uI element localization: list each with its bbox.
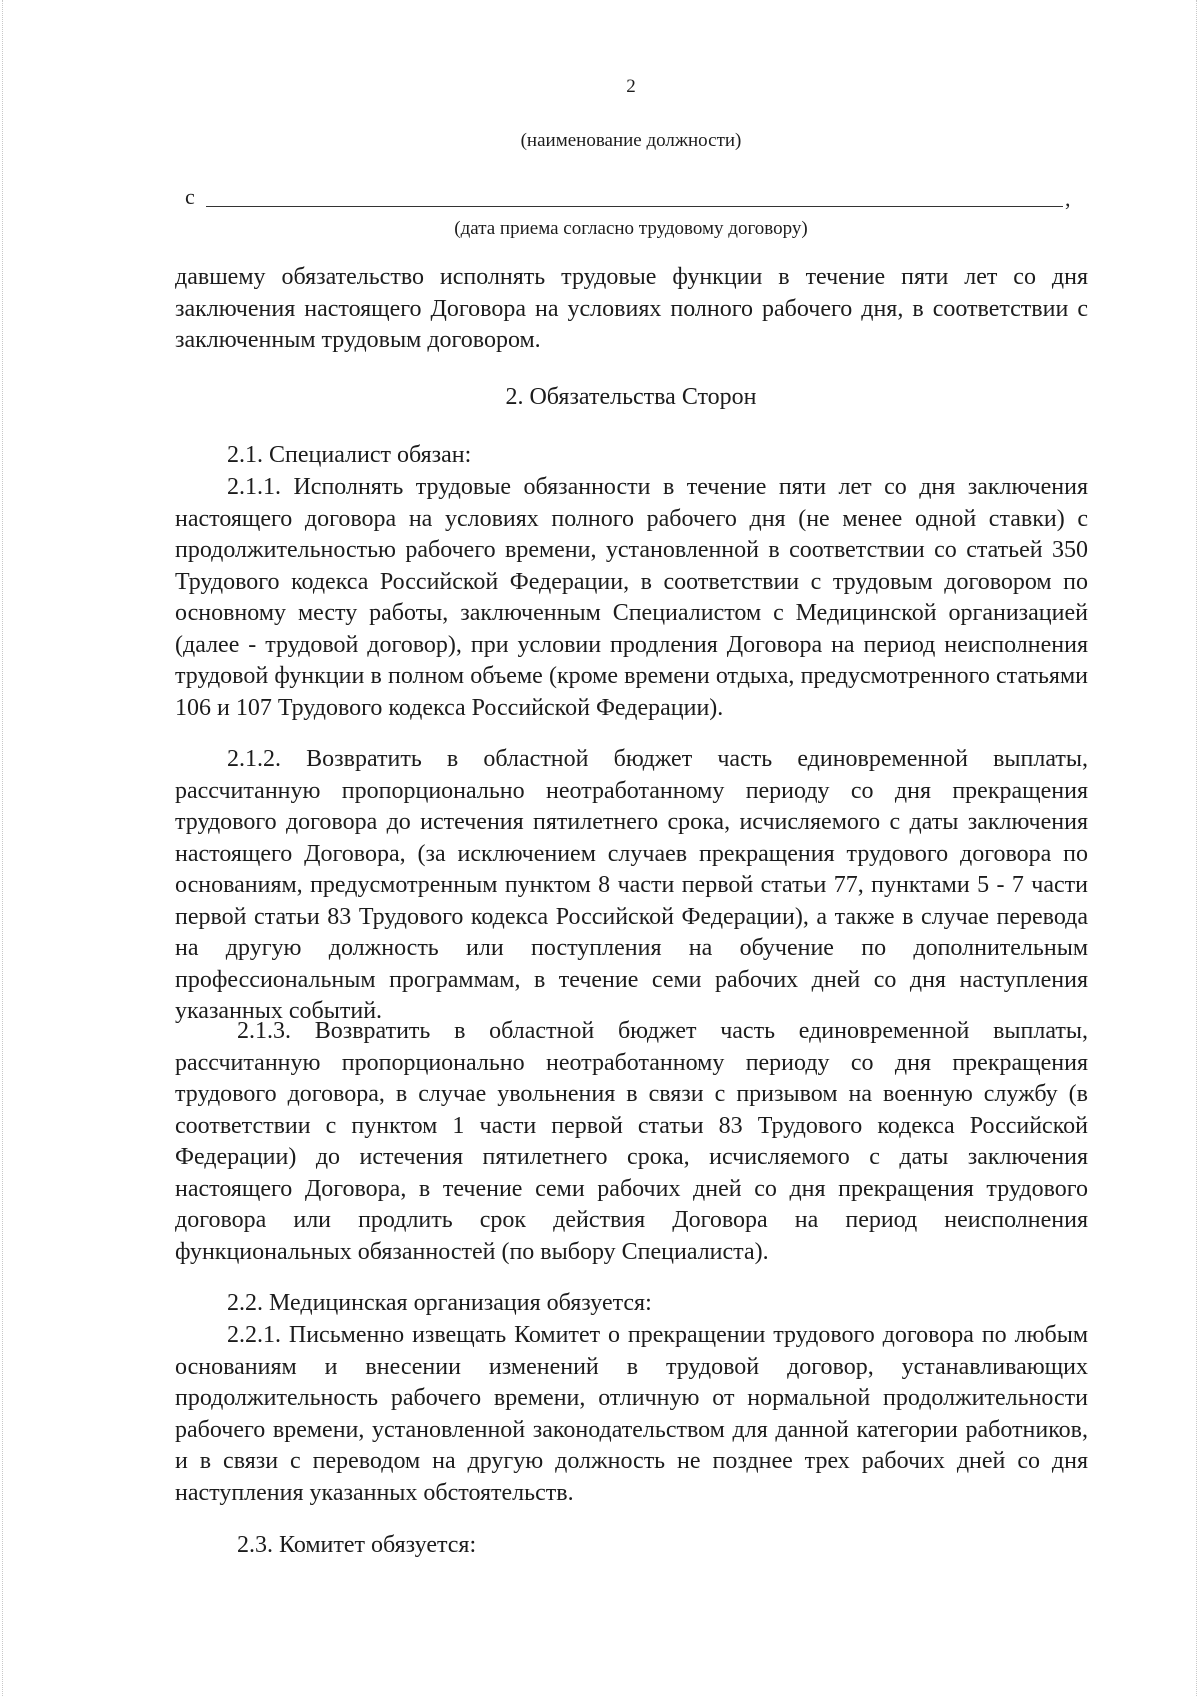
scan-edge-left <box>2 0 4 1696</box>
hire-date-caption: (дата приема согласно трудовому договору) <box>454 218 808 239</box>
clause-2-2-1: 2.2.1. Письменно извещать Комитет о прекращении трудового договора по любым основаниям и внесении изменений в трудовой договор, устанавливающих продолжительность рабочего времени, отличную от нормальной продолжительности рабочего времени, установленной законодательством для данной категории работников, и в связи с переводом на другую должность не позднее трех рабочих дней со дня наступления указанных обстоятельств. <box>175 1322 1088 1506</box>
clause-2-1-3: 2.1.3. Возвратить в областной бюджет часть единовременной выплаты, рассчитанную пропорционально неотработанному периоду со дня прекращения трудового договора, в случае увольнения в связи с призывом на военную службу (в соответствии с пунктом 1 части первой статьи 83 Трудового кодекса Российской Федерации) до истечения пятилетнего срока, исчисляемого с даты заключения настоящего Договора, в течение семи рабочих дней со дня прекращения трудового договора или продлить срок действия Договора на период неисполнения функциональных обязанностей (по выбору Специалиста). <box>175 1018 1088 1265</box>
clause-2-3: 2.3. Комитет обязуется: <box>237 1532 477 1558</box>
clause-2-2: 2.2. Медицинская организация обязуется: <box>227 1290 652 1316</box>
date-prefix: с <box>185 184 195 209</box>
position-caption: (наименование должности) <box>520 130 742 151</box>
hire-date-field <box>185 184 1075 212</box>
date-fill-line <box>206 206 1063 207</box>
clause-2-1: 2.1. Специалист обязан: <box>227 442 472 468</box>
page-number: 2 <box>626 76 636 97</box>
clause-2-1-1: 2.1.1. Исполнять трудовые обязанности в течение пяти лет со дня заключения настоящего договора на условиях полного рабочего дня (не менее одной ставки) с продолжительностью рабочего времени, установленной в соответствии со статьей 350 Трудового кодекса Российской Федерации, в соответствии с трудовым договором по основному месту работы, заключенным Специалистом с Медицинской организацией (далее - трудовой договор), при условии продления Договора на период неисполнения трудовой функции в полном объеме (кроме времени отдыха, предусмотренного статьями 106 и 107 Трудового кодекса Российской Федерации). <box>175 474 1088 721</box>
section-heading: 2. Обязательства Сторон <box>505 384 757 410</box>
scan-edge-right <box>1196 0 1198 1696</box>
intro-paragraph: давшему обязательство исполнять трудовые функции в течение пяти лет со дня заключения настоящего Договора на условиях полного рабочего дня, в соответствии с заключенным трудовым договором. <box>175 264 1088 353</box>
date-comma: , <box>1065 186 1071 211</box>
clause-2-1-2: 2.1.2. Возвратить в областной бюджет часть единовременной выплаты, рассчитанную пропорционально неотработанному периоду со дня прекращения трудового договора до истечения пятилетнего срока, исчисляемого с даты заключения настоящего Договора, (за исключением случаев прекращения трудового договора по основаниям, предусмотренным пунктом 8 части первой статьи 77, пунктами 5 - 7 части первой статьи 83 Трудового кодекса Российской Федерации), а также в случае перевода на другую должность или поступления на обучение по дополнительным профессиональным программам, в течение семи рабочих дней со дня наступления указанных событий. <box>175 746 1088 1024</box>
